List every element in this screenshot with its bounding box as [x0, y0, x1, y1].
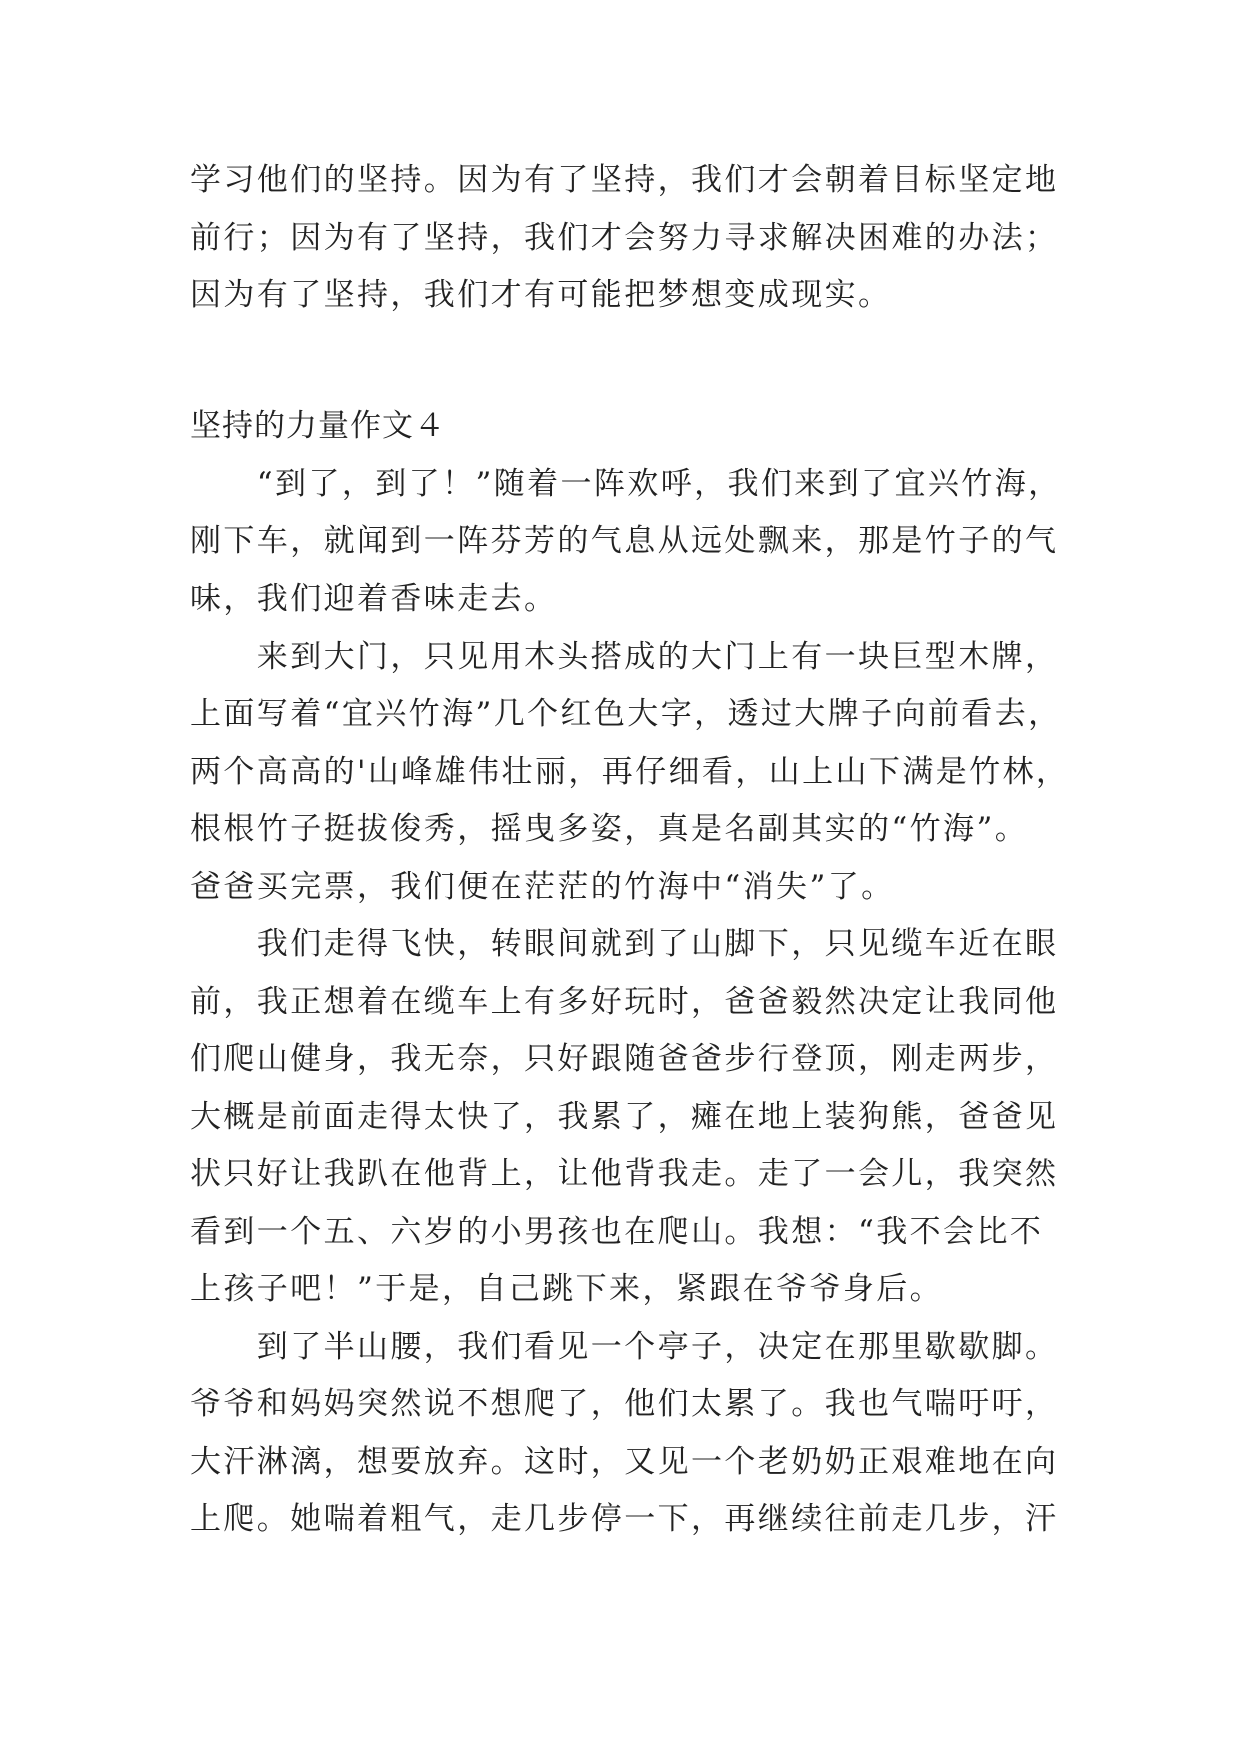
text-line: 们爬山健身，我无奈，只好跟随爸爸步行登顶，刚走两步，: [190, 1041, 1059, 1077]
text-line: 爸爸买完票，我们便在茫茫的竹海中“消失”了。: [190, 869, 895, 905]
text-line: 爷爷和妈妈突然说不想爬了，他们太累了。我也气喘吁吁，: [190, 1386, 1059, 1422]
text-line: 因为有了坚持，我们才有可能把梦想变成现实。: [190, 277, 892, 313]
text-line: 到了半山腰，我们看见一个亭子，决定在那里歇歇脚。: [190, 1329, 1059, 1365]
text-line: 上爬。她喘着粗气，走几步停一下，再继续往前走几步，汗: [190, 1501, 1059, 1537]
text-line: 刚下车，就闻到一阵芬芳的气息从远处飘来，那是竹子的气: [190, 523, 1059, 559]
text-line: 大概是前面走得太快了，我累了，瘫在地上装狗熊，爸爸见: [190, 1099, 1059, 1135]
text-line: 学习他们的坚持。因为有了坚持，我们才会朝着目标坚定地: [190, 162, 1059, 198]
text-line: 状只好让我趴在他背上，让他背我走。走了一会儿，我突然: [190, 1156, 1059, 1192]
text-line: 看到一个五、六岁的小男孩也在爬山。我想：“我不会比不: [190, 1214, 1044, 1250]
section-heading: 坚持的力量作文４: [190, 408, 446, 444]
text-line: 上面写着“宜兴竹海”几个红色大字，透过大牌子向前看去，: [190, 696, 1062, 732]
text-line: 上孩子吧！”于是，自己跳下来，紧跟在爷爷身后。: [190, 1271, 944, 1307]
text-line: 根根竹子挺拔俊秀，摇曳多姿，真是名副其实的“竹海”。: [190, 811, 1029, 847]
text-line: 大汗淋漓，想要放弃。这时，又见一个老奶奶正艰难地在向: [190, 1444, 1059, 1480]
text-line: 前，我正想着在缆车上有多好玩时，爸爸毅然决定让我同他: [190, 984, 1059, 1020]
text-line: “到了，到了！”随着一阵欢呼，我们来到了宜兴竹海，: [190, 466, 1062, 502]
text-line: 来到大门，只见用木头搭成的大门上有一块巨型木牌，: [190, 639, 1059, 675]
text-line: 我们走得飞快，转眼间就到了山脚下，只见缆车近在眼: [190, 926, 1059, 962]
text-line: 两个高高的'山峰雄伟壮丽，再仔细看，山上山下满是竹林，: [190, 754, 1070, 790]
text-line: 味，我们迎着香味走去。: [190, 581, 558, 617]
text-line: 前行；因为有了坚持，我们才会努力寻求解决困难的办法；: [190, 220, 1059, 256]
